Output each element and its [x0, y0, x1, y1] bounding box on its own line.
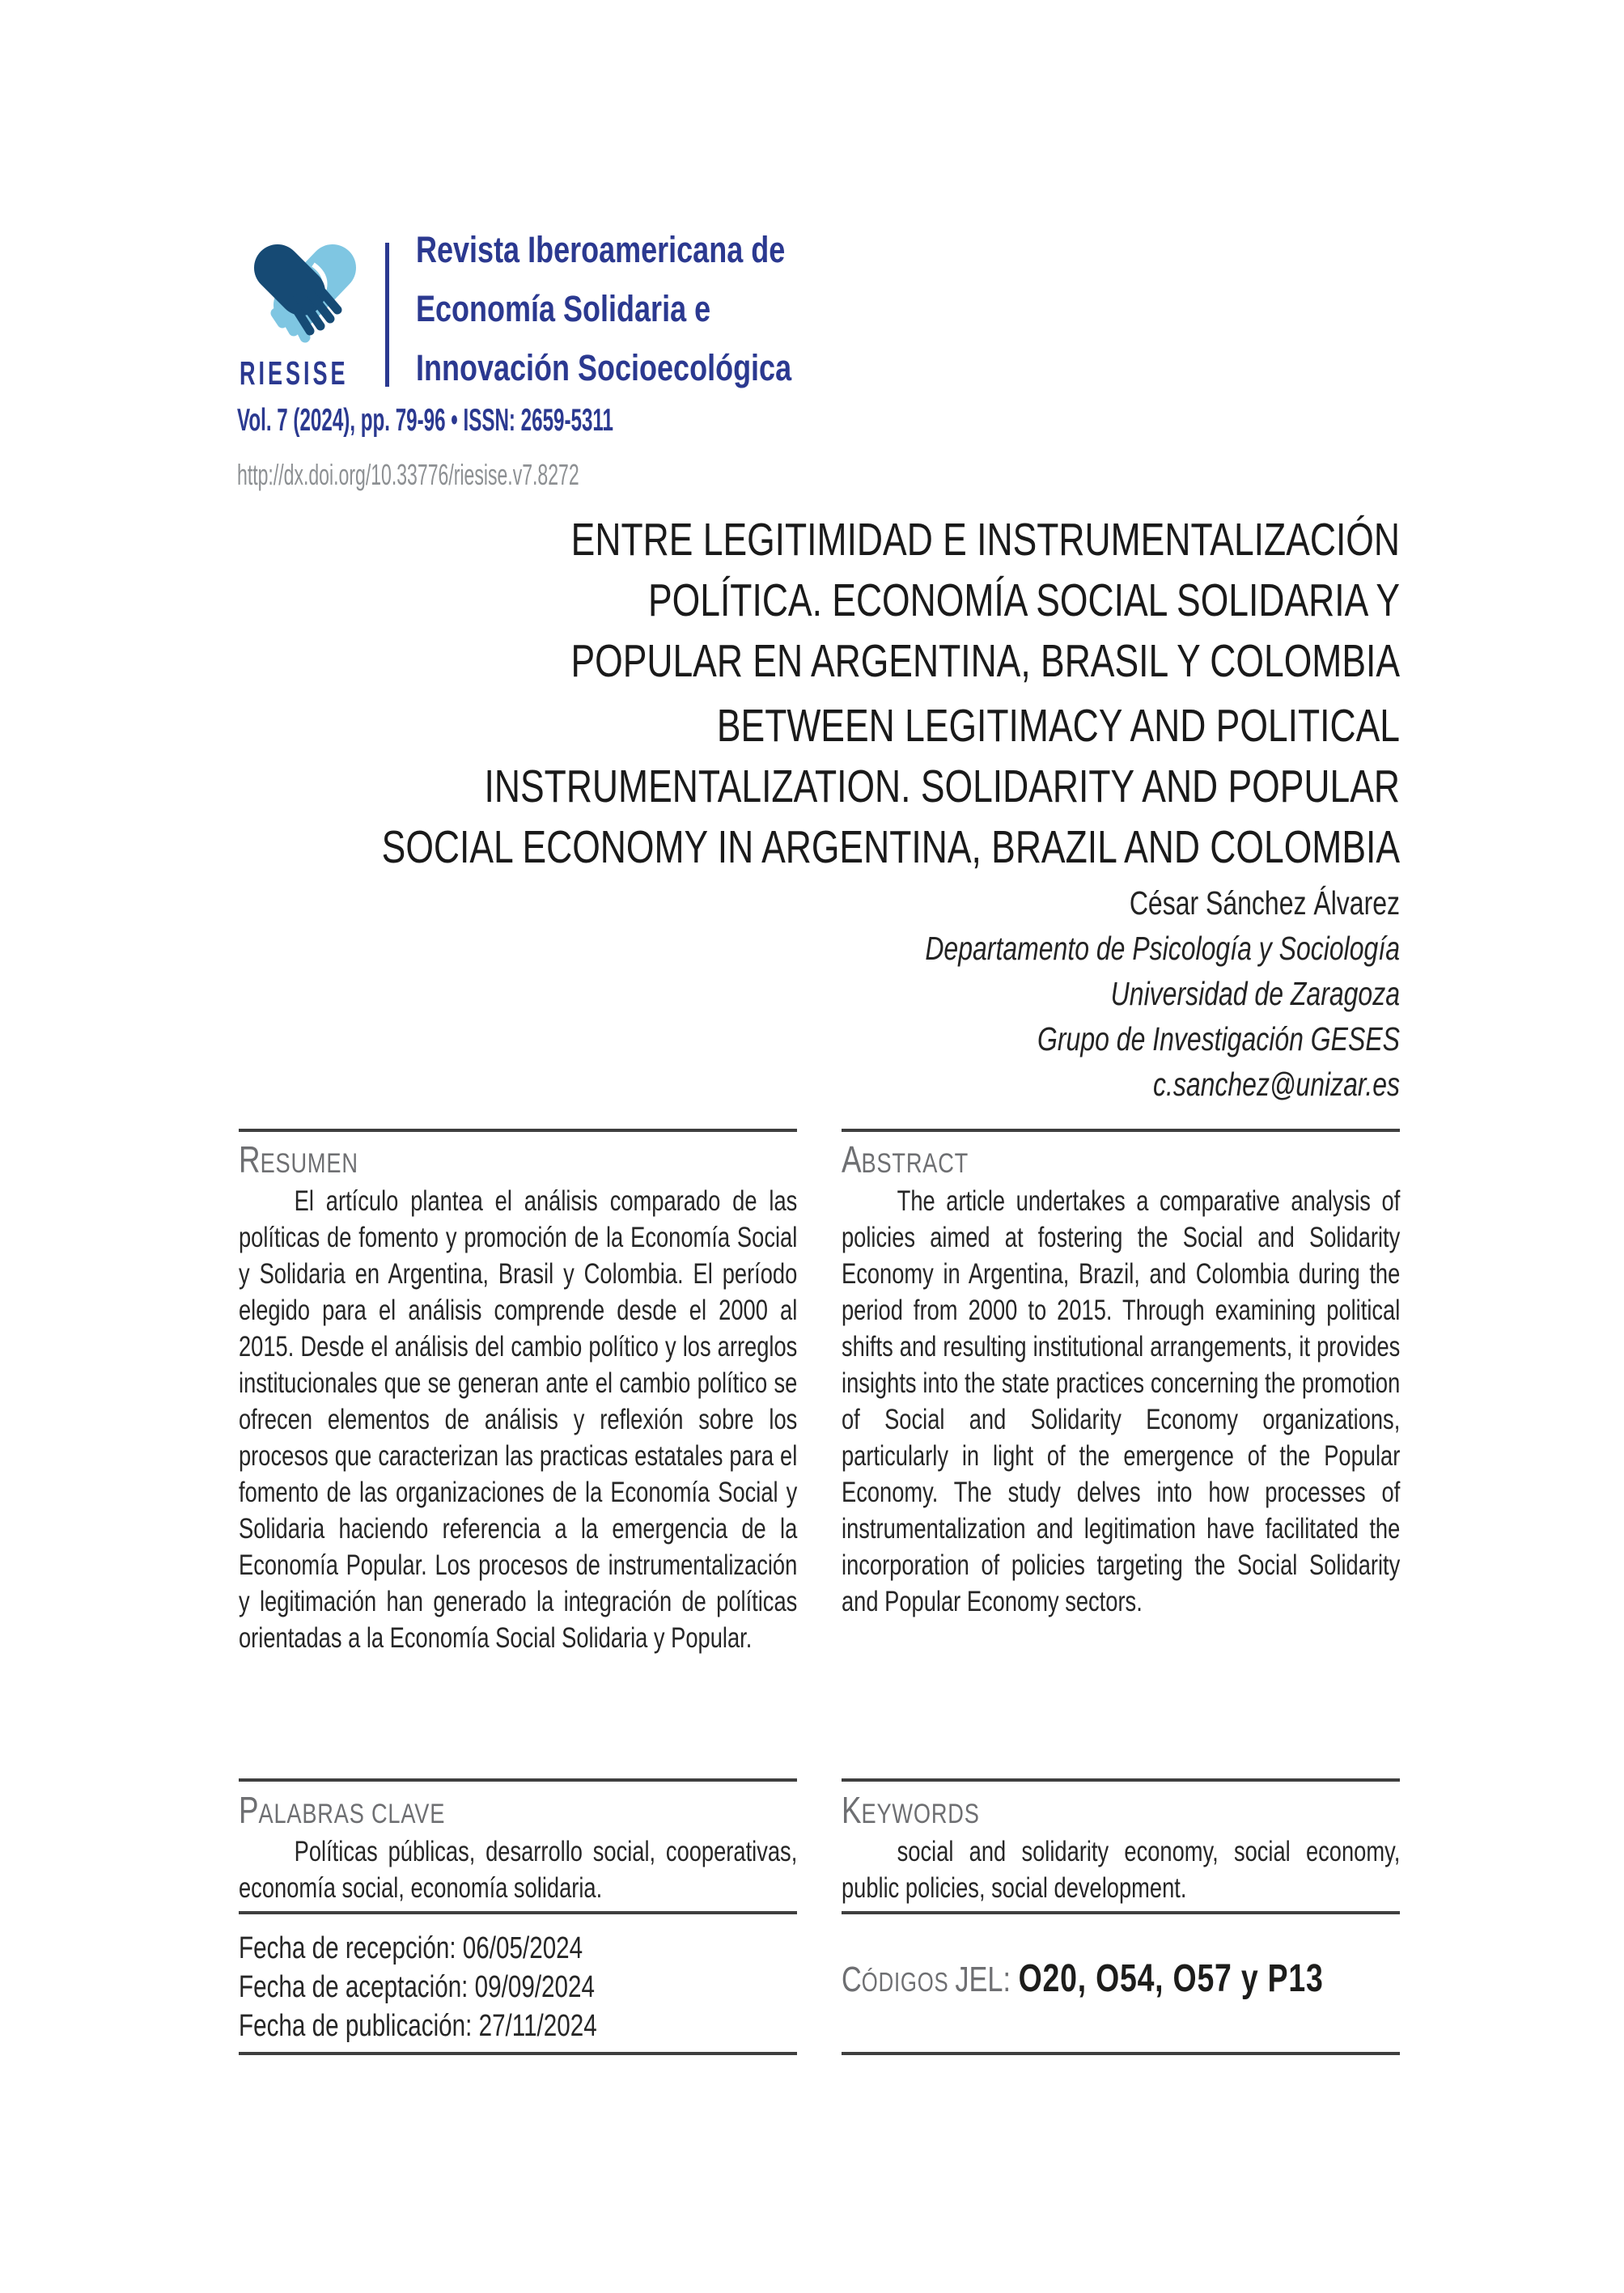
dates-block — [239, 1929, 797, 2045]
keywords-heading-initial: K — [842, 1789, 862, 1831]
author-name: César Sánchez Álvarez — [1129, 884, 1400, 922]
author-affiliation-line: Universidad de Zaragoza — [1110, 975, 1400, 1012]
title-spanish-line: POLÍTICA. ECONOMÍA SOCIAL SOLIDARIA Y — [647, 574, 1400, 626]
resumen-heading-rest: ESUMEN — [260, 1148, 358, 1179]
jel-codes: O20, O54, O57 y P13 — [1018, 1957, 1324, 2000]
section-rule — [239, 1129, 797, 1132]
resumen-body: El artículo plantea el análisis comparado de las políticas de fomento y promoción de la Economía Social y Solidaria en Argentina, Brasil y Colombia. El período elegido para el análisis comprende desde el 2000 al 2015. Desde el análisis del cambio político y los arreglos institucionales que se generan ante el cambio político se ofrecen elementos de análisis y reflexión sobre los procesos que caracterizan las practicas estatales para el fomento de las organizaciones de la Economía Social y Solidaria haciendo referencia a la emergencia de la Economía Popular. Los procesos de instrumentalización y legitimación han generado la integración de políticas orientadas a la Economía Social Solidaria y Popular. — [239, 1185, 798, 1654]
resumen-heading — [239, 1138, 562, 1181]
riesise-hands-heart-logo-icon — [237, 235, 375, 357]
header-divider — [385, 243, 389, 387]
journal-name-line: Innovación Socioecológica — [416, 347, 792, 388]
keywords-heading — [842, 1788, 1230, 1832]
jel-codes-line — [842, 1956, 1400, 2001]
section-rule — [842, 2052, 1400, 2055]
title-english-line: INSTRUMENTALIZATION. SOLIDARITY AND POPULAR — [484, 761, 1400, 812]
section-rule — [239, 2052, 797, 2055]
journal-name-line: Economía Solidaria e — [416, 288, 711, 329]
jel-label-initial: C — [842, 1960, 862, 1999]
section-rule — [842, 1778, 1400, 1782]
palabras-clave-heading-rest: ALABRAS CLAVE — [258, 1799, 446, 1829]
section-rule — [842, 1911, 1400, 1914]
palabras-clave-heading — [239, 1788, 627, 1832]
doi-link: http://dx.doi.org/10.33776/riesise.v7.8272 — [237, 458, 579, 491]
resumen-heading-initial: R — [239, 1138, 261, 1180]
jel-label-rest: ÓDIGOS — [861, 1967, 956, 1997]
author-email: c.sanchez@unizar.es — [1152, 1066, 1400, 1103]
author-block — [591, 880, 1400, 1107]
abstract-heading-initial: A — [842, 1138, 862, 1180]
author-affiliation-line: Departamento de Psicología y Sociología — [925, 930, 1400, 967]
abstract-body: The article undertakes a comparative analysis of policies aimed at fostering the Social and Solidarity Economy in Argentina, Brazil, and Colombia during the period from 2000 to 2015. Through examining political shifts and resulting institutional arrangements, it provides insights into the state practices concerning the promotion of Social and Solidarity Economy organizations, particularly in light of the emergence of the Popular Economy. The study delves into how processes of instrumentalization and legitimation have facilitated the incorporation of policies targeting the Social Solidarity and Popular Economy sectors. — [842, 1185, 1401, 1617]
jel-label — [842, 1960, 1019, 1999]
journal-name — [416, 220, 1144, 397]
title-english — [239, 696, 1400, 878]
palabras-clave-heading-initial: P — [239, 1789, 259, 1831]
date-reception: Fecha de recepción: 06/05/2024 — [239, 1931, 583, 1965]
section-rule — [239, 1911, 797, 1914]
abstract-heading-rest: BSTRACT — [861, 1148, 969, 1179]
volume-issn-line: Vol. 7 (2024), pp. 79-96 • ISSN: 2659-5311 — [237, 403, 613, 438]
jel-label-caps: JEL: — [955, 1960, 1019, 1999]
title-english-line: BETWEEN LEGITIMACY AND POLITICAL — [716, 700, 1400, 752]
logo-acronym: RIESISE — [240, 354, 349, 392]
section-rule — [842, 1129, 1400, 1132]
title-spanish — [239, 510, 1400, 692]
palabras-clave-body: Políticas públicas, desarrollo social, cooperativas, economía social, economía solidaria. — [239, 1836, 798, 1904]
title-spanish-line: ENTRE LEGITIMIDAD E INSTRUMENTALIZACIÓN — [570, 514, 1400, 566]
title-english-line: SOCIAL ECONOMY IN ARGENTINA, BRAZIL AND COLOMBIA — [381, 821, 1400, 873]
journal-name-line: Revista Iberoamericana de — [416, 229, 786, 270]
keywords-body: social and solidarity economy, social economy, public policies, social development. — [842, 1836, 1401, 1904]
date-acceptance: Fecha de aceptación: 09/09/2024 — [239, 1970, 596, 2004]
abstract-heading — [842, 1138, 1165, 1181]
section-rule — [239, 1778, 797, 1782]
author-affiliation-line: Grupo de Investigación GESES — [1037, 1020, 1400, 1057]
keywords-heading-rest: EYWORDS — [861, 1799, 980, 1829]
title-spanish-line: POPULAR EN ARGENTINA, BRASIL Y COLOMBIA — [570, 635, 1400, 687]
date-publication: Fecha de publicación: 27/11/2024 — [239, 2009, 597, 2043]
